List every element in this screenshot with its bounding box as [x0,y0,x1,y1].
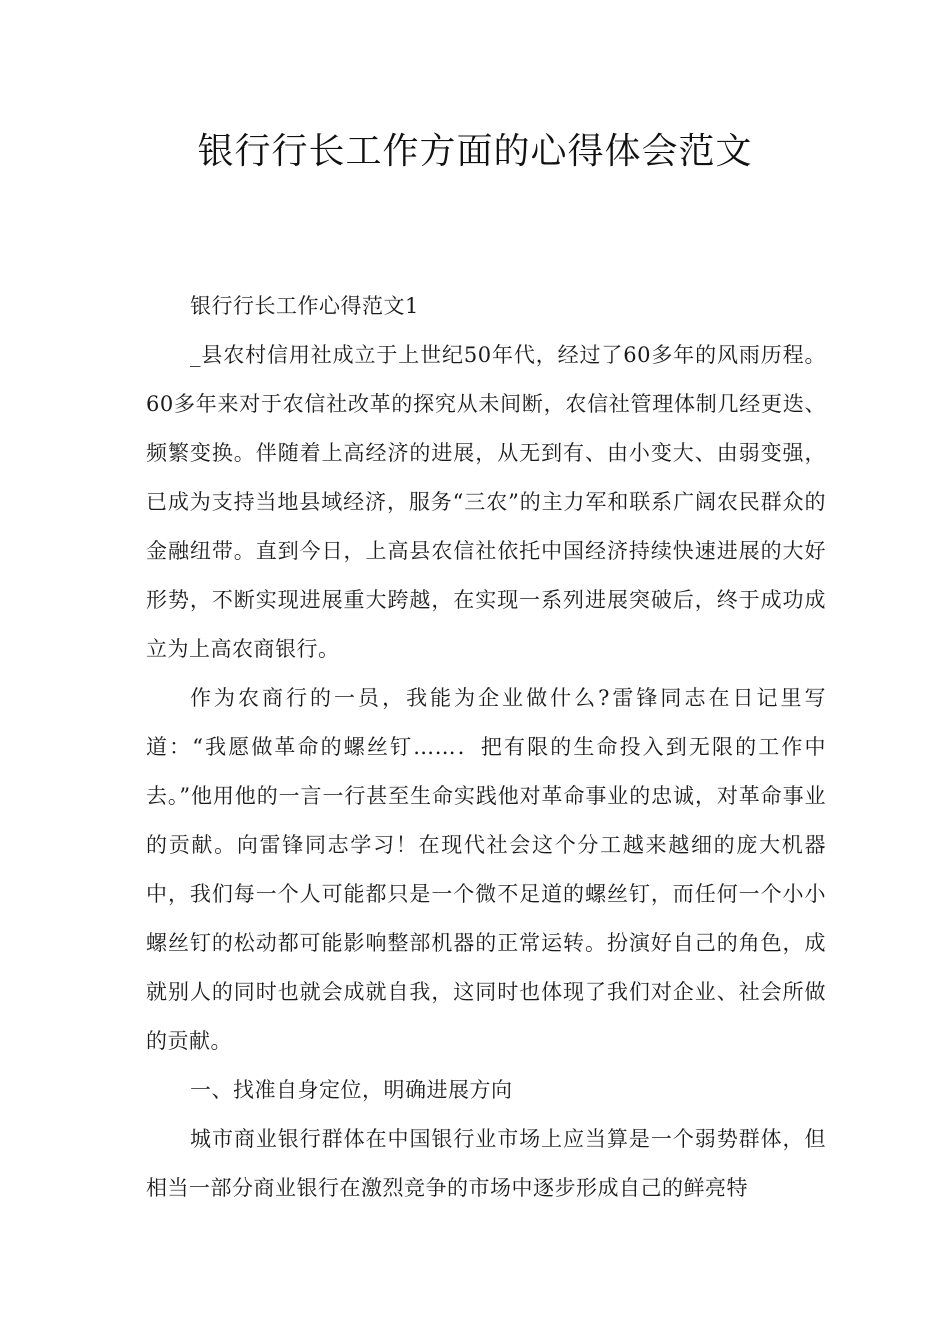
document-body [146,282,826,1213]
document-title: 银行行长工作方面的心得体会范文 [197,131,753,172]
body-paragraph: 作为农商行的一员，我能为企业做什么?雷锋同志在日记里写道：“我愿做革命的螺丝钉……．把有限的生命投入到无限的工作中去。”他用他的一言一行甚至生命实践他对革命事业的忠诚，对革命事业的贡献。向雷锋同志学习！在现代社会这个分工越来越细的庞大机器中，我们每一个人可能都只是一个微不足道的螺丝钉，而任何一个小小螺丝钉的松动都可能影响整部机器的正常运转。扮演好自己的角色，成就别人的同时也就会成就自我，这同时也体现了我们对企业、社会所做的贡献。 [146,686,826,1053]
section-heading-paragraph: 银行行长工作心得范文1 [190,294,419,318]
subheading-paragraph: 一、找准自身定位，明确进展方向 [190,1078,513,1102]
body-paragraph: _县农村信用社成立于上世纪50年代，经过了60多年的风雨历程。60多年来对于农信社改革的探究从未间断，农信社管理体制几经更迭、频繁变换。伴随着上高经济的进展，从无到有、由小变大、由弱变强，已成为支持当地县域经济，服务“三农”的主力军和联系广阔农民群众的金融纽带。直到今日，上高县农信社依托中国经济持续快速进展的大好形势，不断实现进展重大跨越，在实现一系列进展突破后，终于成功成立为上高农商银行。 [146,343,826,661]
body-paragraph: 城市商业银行群体在中国银行业市场上应当算是一个弱势群体，但相当一部分商业银行在激烈竞争的市场中逐步形成自己的鲜亮特 [146,1127,826,1200]
